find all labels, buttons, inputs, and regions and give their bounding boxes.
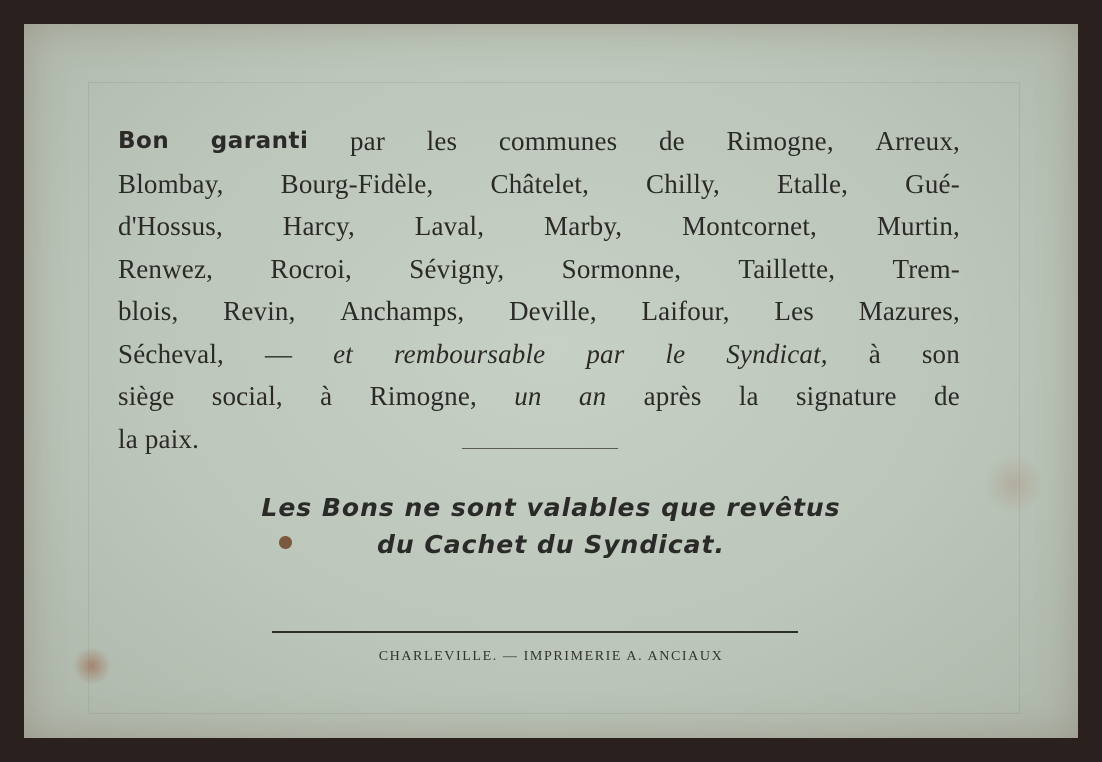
paragraph-line (118, 120, 960, 163)
word: et (333, 338, 354, 369)
word: siège (118, 381, 175, 411)
word: Sormonne, (561, 253, 682, 284)
word: Etalle, (777, 168, 849, 199)
word: Harcy, (282, 211, 355, 241)
word: social, (211, 381, 283, 411)
paragraph-line (118, 163, 960, 206)
guarantee-paragraph (118, 120, 960, 460)
word: blois, (118, 296, 179, 326)
word: signature (795, 381, 897, 411)
word: le (665, 338, 686, 369)
word: an (578, 381, 607, 411)
word: Chilly, (646, 168, 720, 199)
word: à (868, 338, 881, 369)
word: Sévigny, (409, 253, 505, 284)
word: d'Hossus, (118, 211, 223, 241)
short-divider (462, 448, 618, 449)
word: — (264, 338, 293, 369)
word: Rimogne, (726, 126, 834, 156)
word: Bourg-Fidèle, (280, 168, 434, 199)
word: de (934, 381, 960, 411)
banknote-reverse (24, 24, 1078, 738)
word: un (514, 381, 542, 411)
paragraph-line (118, 205, 960, 248)
word: Anchamps, (340, 296, 465, 326)
paragraph-line (118, 248, 960, 291)
word: Arreux, (875, 126, 960, 156)
word: Laifour, (641, 296, 730, 326)
paragraph-line (118, 375, 960, 418)
word: Les (774, 296, 814, 326)
validity-condition (24, 489, 1078, 563)
word: Syndicat, (726, 338, 828, 369)
word: garanti (210, 128, 309, 154)
word: à (320, 381, 333, 411)
word: Mazures, (858, 296, 960, 326)
word: Murtin, (876, 211, 960, 241)
ink-dot (279, 536, 292, 549)
word: par (349, 126, 386, 156)
word: Rimogne, (369, 381, 477, 411)
word: Taillette, (738, 253, 836, 284)
word: Blombay, (118, 168, 224, 199)
word: Gué- (905, 168, 960, 199)
paragraph-line (118, 418, 960, 461)
word: Sécheval, (118, 338, 225, 369)
word: Renwez, (118, 253, 214, 284)
word: Rocroi, (270, 253, 352, 284)
word: après (643, 381, 702, 411)
paragraph-line (118, 333, 960, 376)
condition-line: Les Bons ne sont valables que revêtus (261, 493, 841, 522)
word: Trem- (892, 253, 960, 284)
word: Marby, (544, 211, 623, 241)
paragraph-line (118, 290, 960, 333)
word: la (738, 381, 759, 411)
word: remboursable (393, 338, 546, 369)
word: son (921, 338, 960, 369)
word: communes (498, 126, 618, 156)
printer-imprint: CHARLEVILLE. — IMPRIMERIE A. ANCIAUX (378, 649, 724, 664)
word: Montcornet, (682, 211, 817, 241)
footer-rule (272, 631, 798, 633)
paragraph-line-text: la paix. (118, 423, 200, 454)
word: Revin, (223, 296, 296, 326)
word: Laval, (414, 211, 485, 241)
word: par (586, 338, 625, 369)
condition-line: du Cachet du Syndicat. (377, 530, 725, 559)
word: Bon (118, 128, 170, 154)
word: de (658, 126, 685, 156)
word: Châtelet, (490, 168, 590, 199)
word: Deville, (508, 296, 597, 326)
word: les (426, 126, 458, 156)
